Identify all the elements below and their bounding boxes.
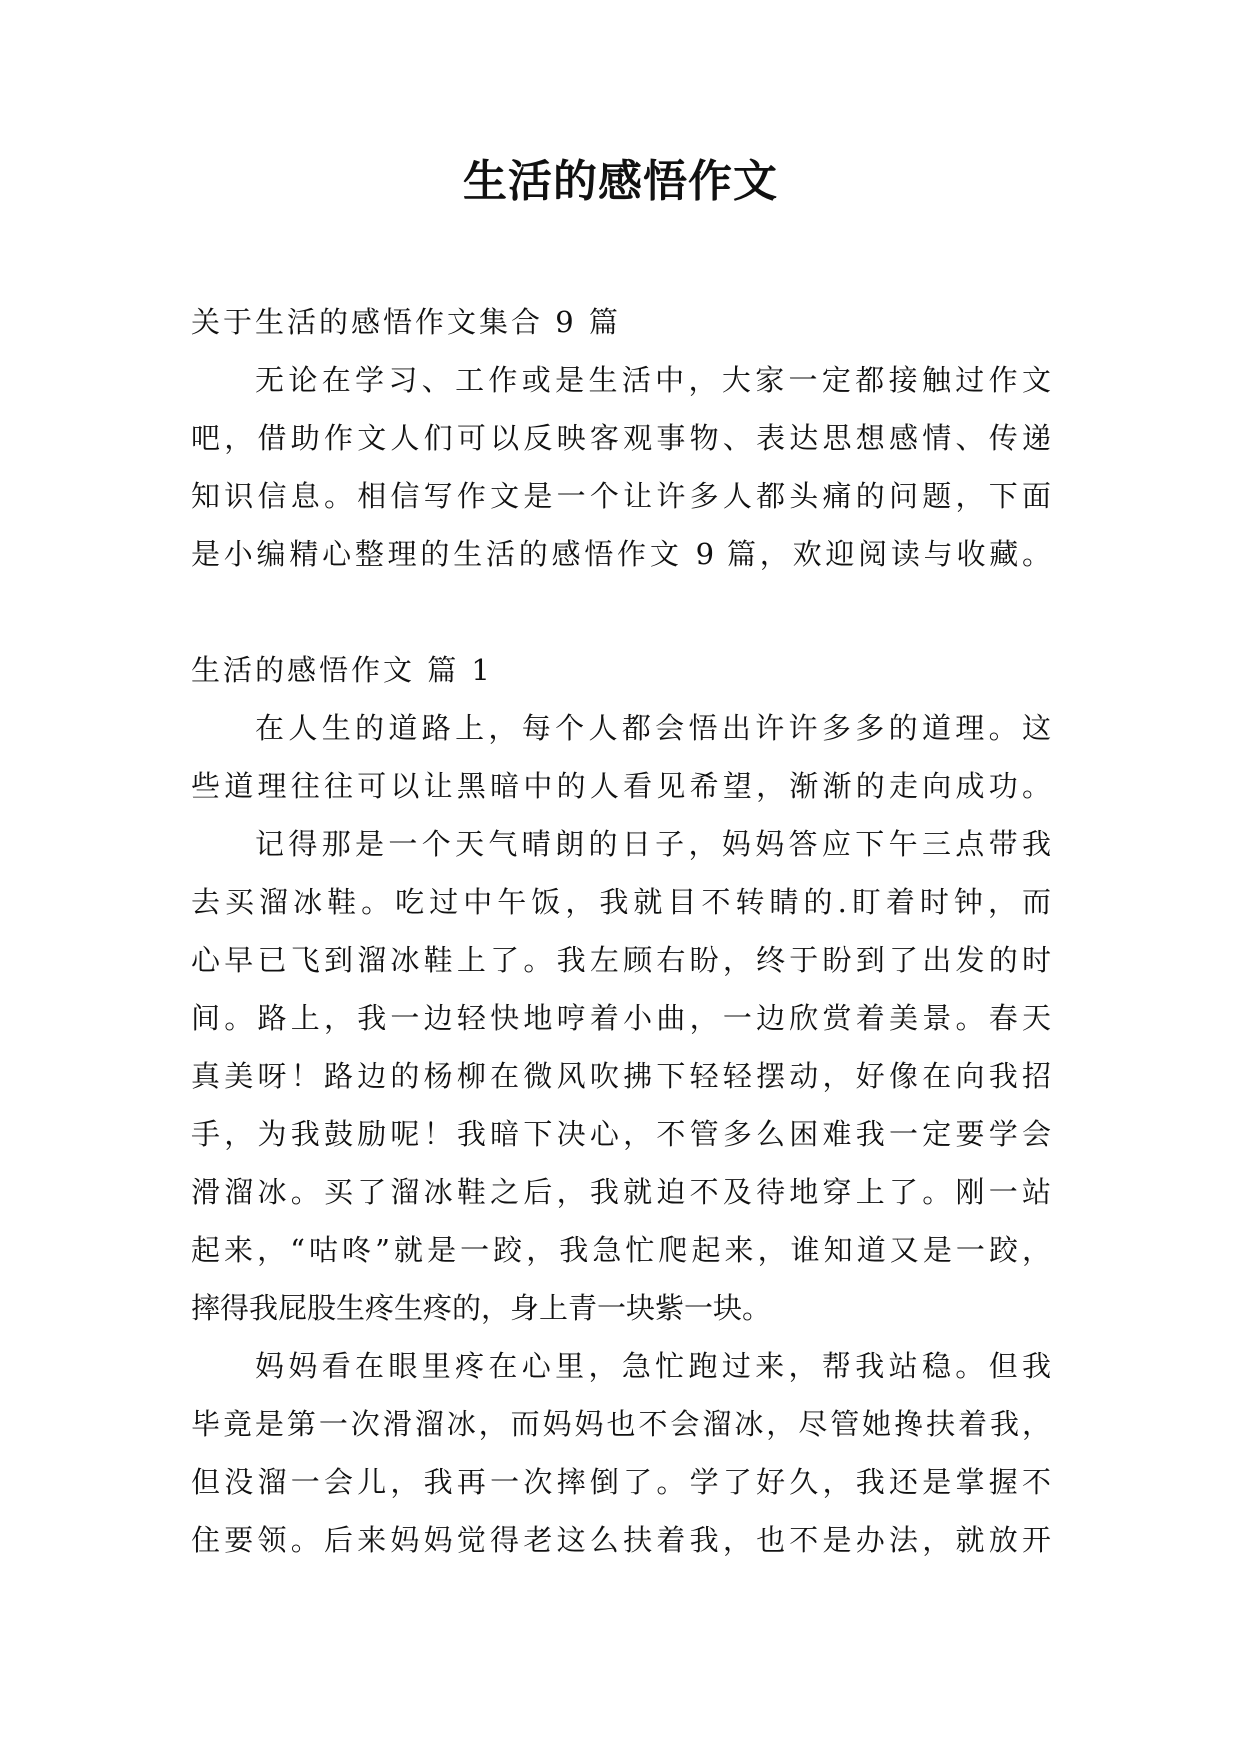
paragraph-line: 真美呀！路边的杨柳在微风吹拂下轻轻摆动，好像在向我招 [191,1059,1051,1093]
collection-heading: 关于生活的感悟作文集合 9 篇 [191,305,621,339]
document-body [191,293,1051,1569]
paragraph-1 [191,699,1051,815]
paragraph-line: 起来，“咕咚”就是一跤，我急忙爬起来，谁知道又是一跤， [191,1233,1051,1267]
paragraph-line: 些道理往往可以让黑暗中的人看见希望，渐渐的走向成功。 [191,769,1051,803]
paragraph-line: 手，为我鼓励呢！我暗下决心，不管多么困难我一定要学会 [191,1117,1051,1151]
paragraph-line: 心早已飞到溜冰鞋上了。我左顾右盼，终于盼到了出发的时 [191,943,1051,977]
paragraph-2 [191,815,1051,1337]
paragraph-3 [191,1337,1051,1569]
paragraph-line: 住要领。后来妈妈觉得老这么扶着我，也不是办法，就放开 [191,1523,1051,1557]
spacer [191,583,1051,641]
intro-paragraph [191,351,1051,583]
paragraph-line: 是小编精心整理的生活的感悟作文 9 篇，欢迎阅读与收藏。 [191,537,1051,571]
section-heading: 生活的感悟作文 篇 1 [191,653,493,687]
paragraph-line: 在人生的道路上，每个人都会悟出许许多多的道理。这 [255,711,1051,745]
paragraph-line: 滑溜冰。买了溜冰鞋之后，我就迫不及待地穿上了。刚一站 [191,1175,1051,1209]
paragraph-line: 知识信息。相信写作文是一个让许多人都头痛的问题，下面 [191,479,1051,513]
paragraph-line: 妈妈看在眼里疼在心里，急忙跑过来，帮我站稳。但我 [255,1349,1051,1383]
paragraph-line: 毕竟是第一次滑溜冰，而妈妈也不会溜冰，尽管她搀扶着我， [191,1407,1051,1441]
paragraph-line: 吧，借助作文人们可以反映客观事物、表达思想感情、传递 [191,421,1051,455]
document-title: 生活的感悟作文 [463,156,778,207]
paragraph-line: 但没溜一会儿，我再一次摔倒了。学了好久，我还是掌握不 [191,1465,1051,1499]
paragraph-line: 去买溜冰鞋。吃过中午饭，我就目不转睛的.盯着时钟，而 [191,885,1051,919]
paragraph-line: 无论在学习、工作或是生活中，大家一定都接触过作文 [255,363,1051,397]
paragraph-line: 摔得我屁股生疼生疼的，身上青一块紫一块。 [191,1291,772,1325]
paragraph-line: 记得那是一个天气晴朗的日子，妈妈答应下午三点带我 [255,827,1051,861]
paragraph-line: 间。路上，我一边轻快地哼着小曲，一边欣赏着美景。春天 [191,1001,1051,1035]
